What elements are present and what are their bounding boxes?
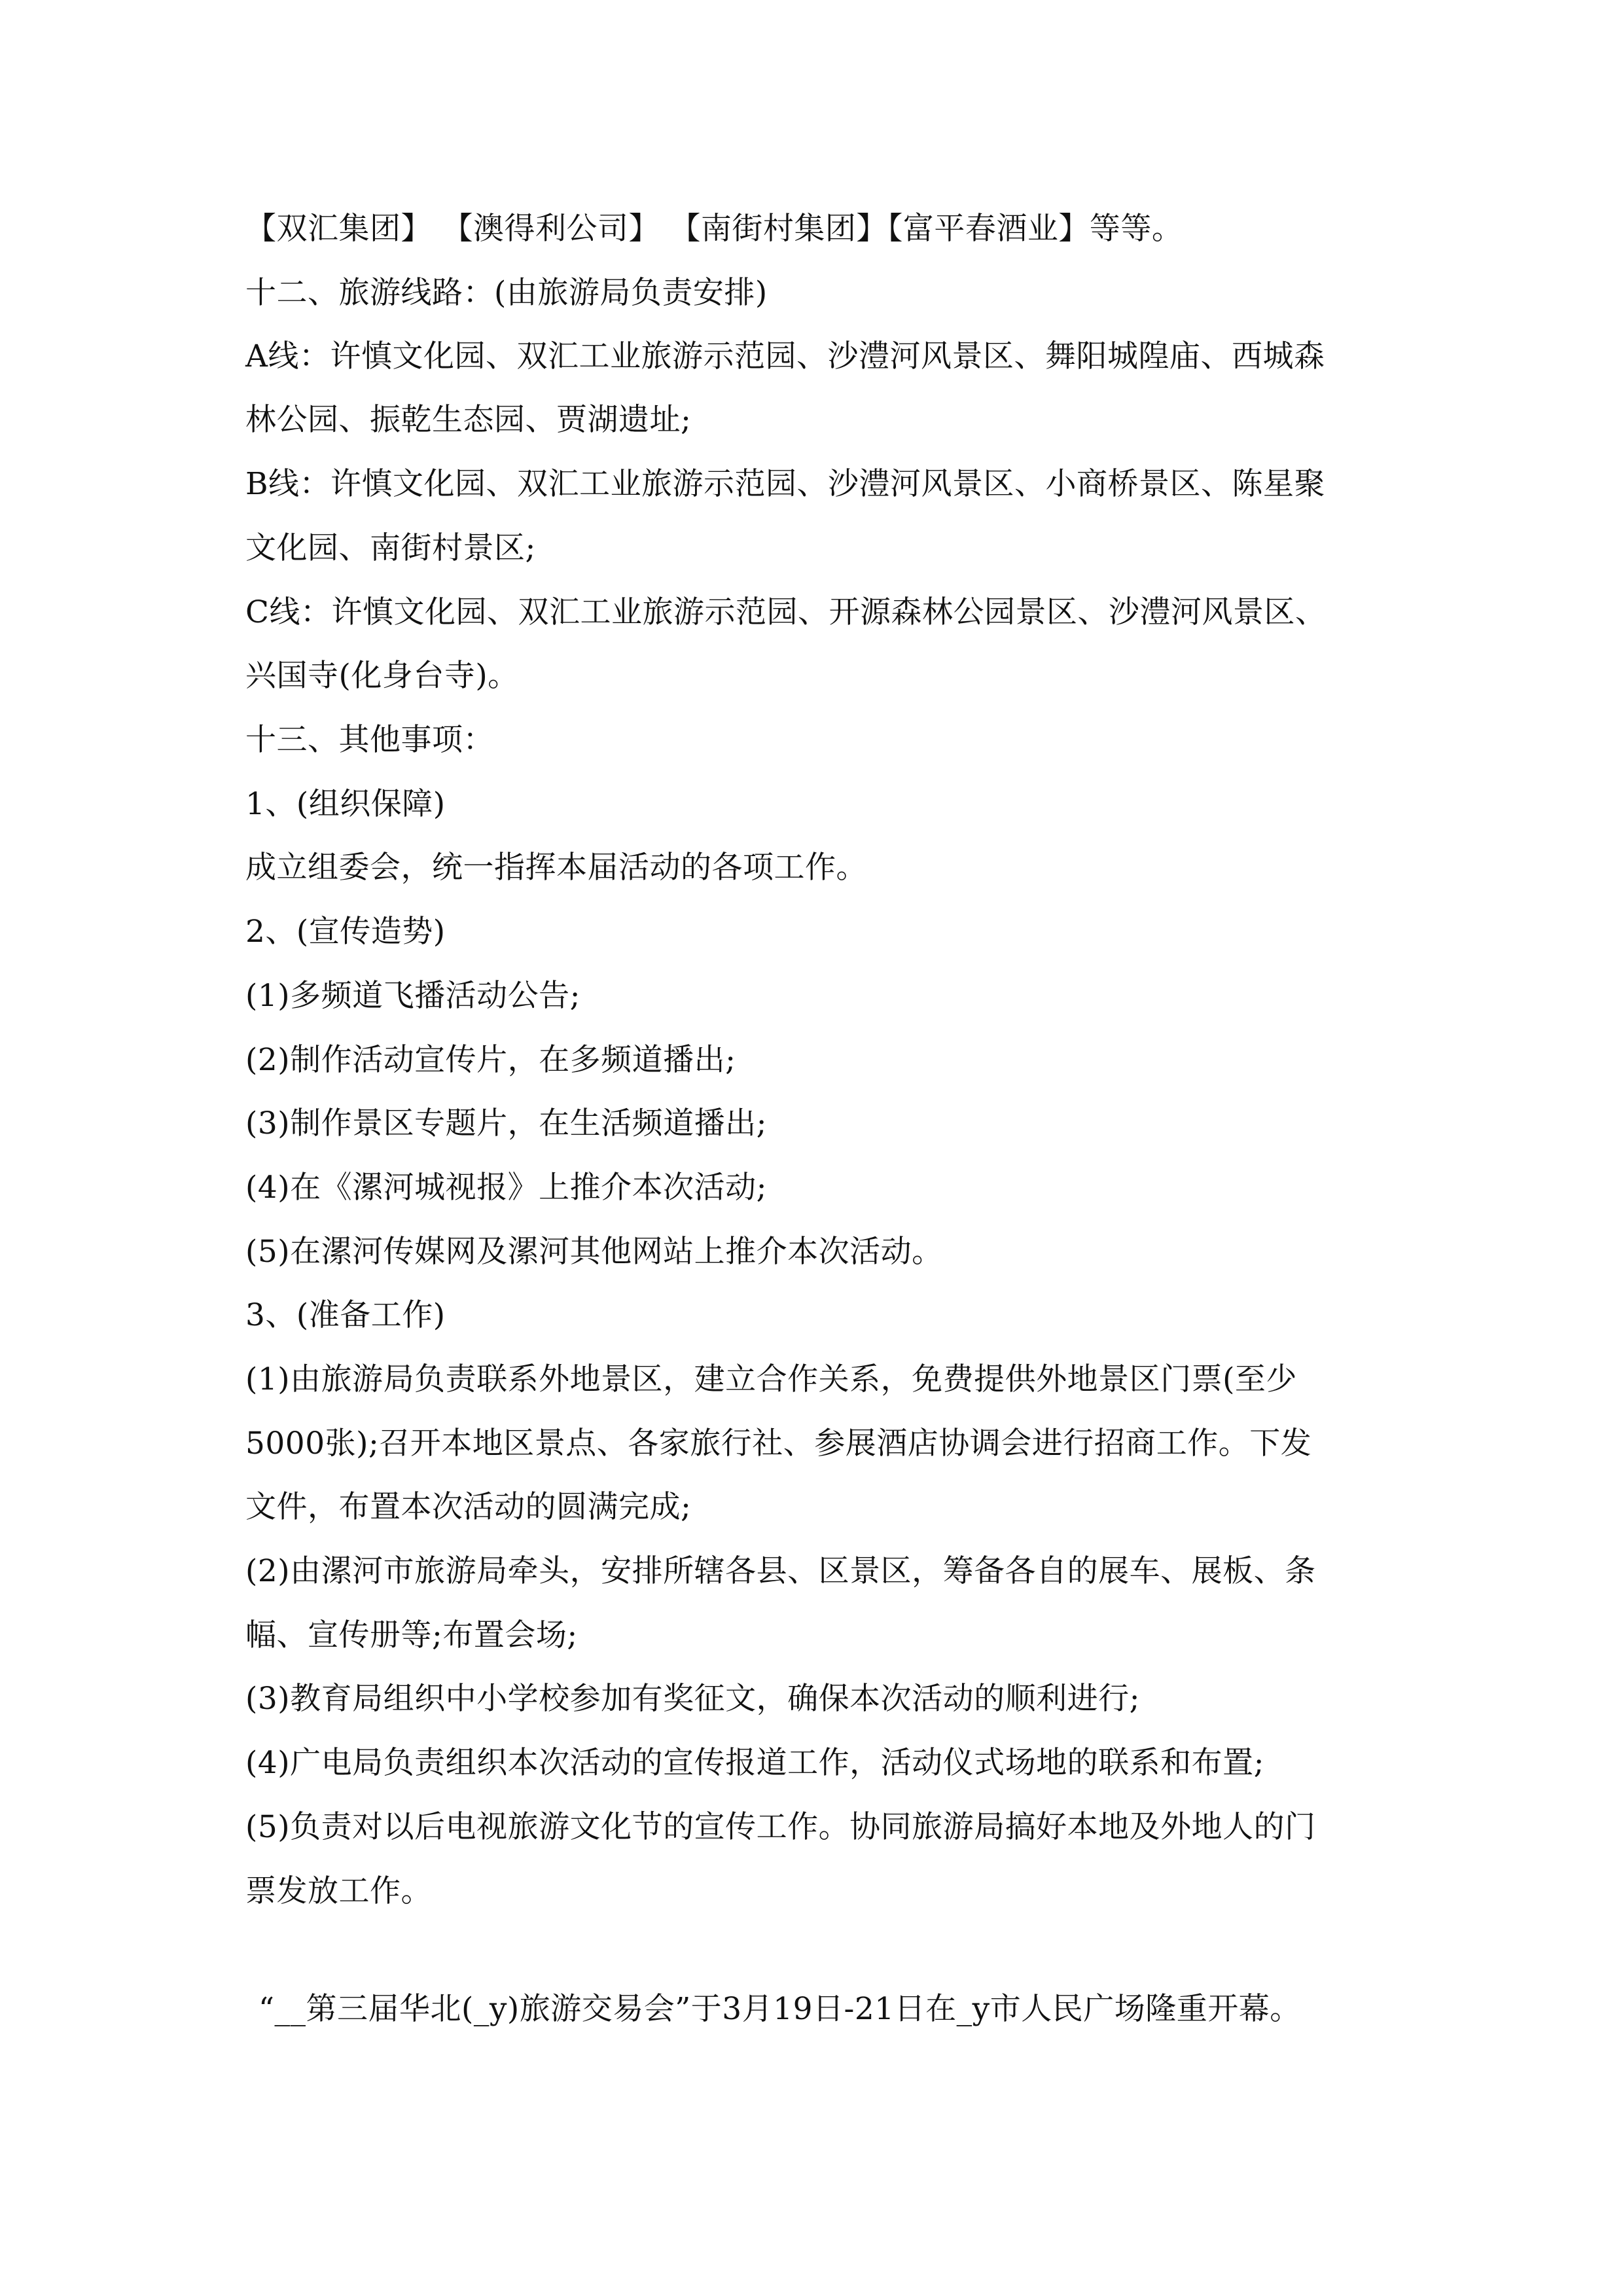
list-item-3-1-line-3: 文件，布置本次活动的圆满完成; [245,1489,692,1525]
list-item-3-2-line-2: 幅、宣传册等;布置会场; [245,1617,578,1653]
route-b-line-1: B线：许慎文化园、双汇工业旅游示范园、沙澧河风景区、小商桥景区、陈星聚 [245,466,1326,502]
route-b-line-2: 文化园、南街村景区; [245,530,536,566]
subheading-1: 1、(组织保障) [245,786,446,822]
list-item-2-3: (3)制作景区专题片，在生活频道播出; [245,1105,767,1141]
text-line-1: 【双汇集团】 【澳得利公司】 【南街村集团】【富平春酒业】等等。 [245,211,1183,247]
list-item-3-3: (3)教育局组织中小学校参加有奖征文，确保本次活动的顺利进行; [245,1681,1140,1717]
list-item-2-5: (5)在漯河传媒网及漯河其他网站上推介本次活动。 [245,1234,943,1270]
list-item-3-1-line-1: (1)由旅游局负责联系外地景区，建立合作关系，免费提供外地景区门票(至少 [245,1361,1297,1397]
section-heading-12: 十二、旅游线路：(由旅游局负责安排) [245,275,768,311]
route-c-line-1: C线：许慎文化园、双汇工业旅游示范园、开源森林公园景区、沙澧河风景区、 [245,594,1327,630]
text-line-11: 成立组委会，统一指挥本届活动的各项工作。 [245,850,867,886]
list-item-3-5-line-1: (5)负责对以后电视旅游文化节的宣传工作。协同旅游局搞好本地及外地人的门 [245,1809,1316,1845]
route-a-line-1: A线：许慎文化园、双汇工业旅游示范园、沙澧河风景区、舞阳城隍庙、西城森 [245,338,1325,374]
list-item-3-1-line-2: 5000张);召开本地区景点、各家旅行社、参展酒店协调会进行招商工作。下发 [245,1426,1312,1462]
route-c-line-2: 兴国寺(化身台寺)。 [245,658,519,694]
list-item-2-2: (2)制作活动宣传片，在多频道播出; [245,1042,736,1078]
route-a-line-2: 林公园、振乾生态园、贾湖遗址; [245,402,692,438]
list-item-2-4: (4)在《漯河城视报》上推介本次活动; [245,1170,767,1206]
list-item-2-1: (1)多频道飞播活动公告; [245,978,580,1014]
subheading-2: 2、(宣传造势) [245,914,446,950]
list-item-3-2-line-1: (2)由漯河市旅游局牵头，安排所辖各县、区景区，筹备各自的展车、展板、条 [245,1553,1316,1589]
list-item-3-4: (4)广电局负责组织本次活动的宣传报道工作，活动仪式场地的联系和布置; [245,1745,1264,1781]
section-heading-13: 十三、其他事项： [245,722,494,758]
list-item-3-5-line-2: 票发放工作。 [245,1873,432,1909]
closing-paragraph: “__第三届华北(_y)旅游交易会”于3月19日-21日在_y市人民广场隆重开幕。 [259,1991,1301,2027]
subheading-3: 3、(准备工作) [245,1297,446,1333]
